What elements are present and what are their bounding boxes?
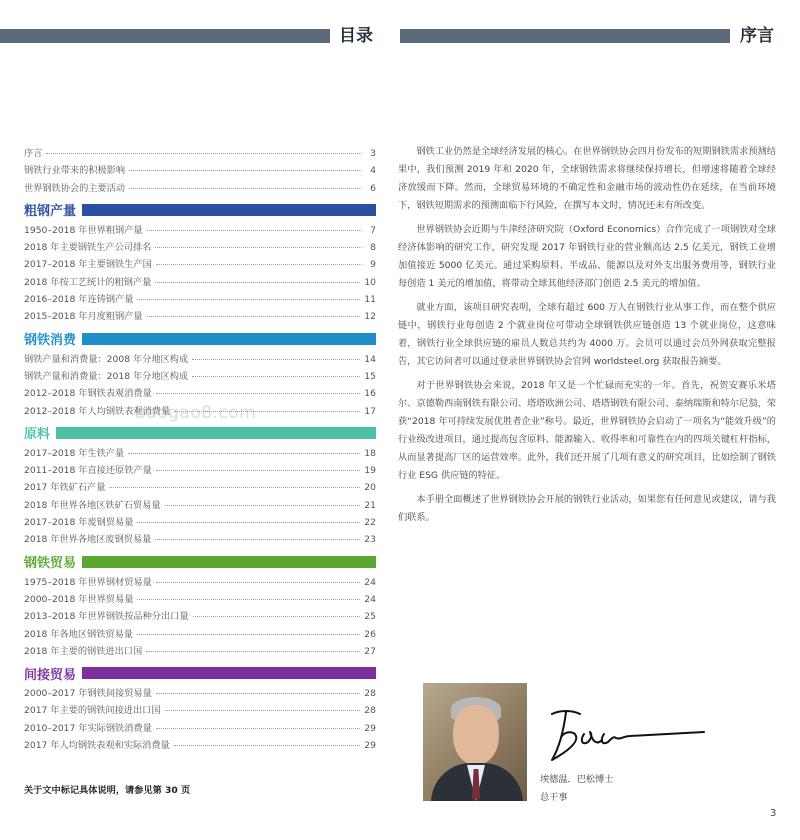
toc-section-header <box>24 663 376 683</box>
toc-entry-label: 2011–2018 年直接还原铁产量 <box>24 465 152 477</box>
toc-entry-page: 25 <box>364 611 376 623</box>
signatory-title: 总干事 <box>540 792 568 803</box>
toc-dot-leader <box>155 247 362 248</box>
toc-dot-leader <box>193 616 361 617</box>
toc-entry-label: 2000–2017 年钢铁间接贸易量 <box>24 688 152 700</box>
toc-entry[interactable] <box>24 308 376 325</box>
toc-dot-leader <box>137 299 360 300</box>
toc-entry-label: 2017 年主要的钢铁间接进出口国 <box>24 705 161 717</box>
toc-entry-page: 29 <box>364 722 376 734</box>
toc-dot-leader <box>155 539 360 540</box>
toc-entry-label: 2017 年铁矿石产量 <box>24 482 106 494</box>
toc-section-header <box>24 423 376 443</box>
table-of-contents <box>24 145 376 754</box>
toc-entry[interactable] <box>24 180 376 197</box>
toc-entry-page: 3 <box>370 148 376 159</box>
toc-entry-page: 17 <box>364 405 376 417</box>
toc-entry[interactable] <box>24 626 376 643</box>
watermark-text: baogao8.com <box>135 403 257 423</box>
toc-entry-page: 29 <box>364 740 376 752</box>
toc-entry[interactable] <box>24 591 376 608</box>
toc-dot-leader <box>155 282 360 283</box>
toc-entry-label: 2018 年世界各地区铁矿石贸易量 <box>24 499 161 511</box>
toc-entry[interactable] <box>24 351 376 368</box>
toc-entry-label: 2012–2018 年人均钢铁表观消费量 <box>24 405 171 417</box>
handwritten-signature <box>540 706 710 766</box>
toc-entry-label: 2018 年主要钢铁生产公司排名 <box>24 242 152 254</box>
toc-header-bar <box>0 29 330 43</box>
toc-entry-page: 22 <box>364 517 376 529</box>
page-number: 3 <box>770 808 777 819</box>
toc-entry-page: 4 <box>370 165 376 177</box>
toc-entry[interactable] <box>24 514 376 531</box>
toc-entry[interactable] <box>24 685 376 702</box>
toc-entry[interactable] <box>24 162 376 179</box>
toc-dot-leader <box>147 316 361 317</box>
toc-entry-page: 28 <box>364 705 376 717</box>
toc-entry-label: 钢铁产量和消费量：2008 年分地区构成 <box>24 353 189 365</box>
toc-section-title: 钢铁贸易 <box>24 556 77 572</box>
toc-entry-page: 15 <box>364 370 376 382</box>
toc-entry[interactable] <box>24 643 376 660</box>
toc-entry-label: 2017–2018 年生铁产量 <box>24 447 125 459</box>
toc-entry-page: 27 <box>364 645 376 657</box>
preface-paragraph: 世界钢铁协会近期与牛津经济研究院（Oxford Economics）合作完成了一项钢铁对全球经济体影响的研究工作，研究发现 2017 年钢铁行业的营业额高达 2.5 亿美元，钢铁工业增加值接近 5000 亿美元。通过采购原料、半成品、能源以及对外支出服务费用等，钢铁行业每创造 1 美元的增加值，将带动全球其他经济部门创造 2.5 美元的增加值。 <box>398 224 776 289</box>
toc-entry-label: 2018 年各地区钢铁贸易量 <box>24 628 133 640</box>
toc-entry-page: 24 <box>364 593 376 605</box>
toc-entry-label: 2017–2018 年废钢贸易量 <box>24 517 134 529</box>
toc-entry-page: 28 <box>364 688 376 700</box>
toc-entry-label: 世界钢铁协会的主要活动 <box>24 182 126 194</box>
toc-entry[interactable] <box>24 291 376 308</box>
toc-entry-label: 1950–2018 年世界粗钢产量 <box>24 224 143 236</box>
toc-section-header <box>24 329 376 349</box>
toc-entry-label: 2013–2018 年世界钢铁按品种分出口量 <box>24 611 189 623</box>
toc-dot-leader <box>137 634 360 635</box>
preface-paragraph: 本手册全面概述了世界钢铁协会开展的钢铁行业活动，如果您有任何意见或建议，请与我们联系。 <box>398 494 776 523</box>
toc-entry-page: 26 <box>364 628 376 640</box>
toc-entry[interactable] <box>24 368 376 385</box>
toc-section-header <box>24 552 376 572</box>
toc-dot-leader <box>146 651 360 652</box>
toc-entry-label: 2000–2018 年世界贸易量 <box>24 593 134 605</box>
toc-entry-label: 1975–2018 年世界钢材贸易量 <box>24 576 152 588</box>
toc-entry-label: 钢铁产量和消费量：2018 年分地区构成 <box>24 370 189 382</box>
toc-entry[interactable] <box>24 145 376 162</box>
toc-entry[interactable] <box>24 256 376 273</box>
toc-entry-page: 16 <box>364 388 376 400</box>
toc-section-color-bar <box>82 667 376 679</box>
toc-dot-leader <box>165 505 361 506</box>
toc-dot-leader <box>156 728 361 729</box>
toc-entry[interactable] <box>24 462 376 479</box>
toc-dot-leader <box>156 264 362 265</box>
toc-entry-page: 11 <box>364 294 376 306</box>
toc-entry[interactable] <box>24 385 376 402</box>
toc-title: 目录 <box>339 26 373 46</box>
toc-section-title: 钢铁消费 <box>24 333 77 349</box>
toc-section-color-bar <box>82 204 376 216</box>
toc-entry[interactable] <box>24 531 376 548</box>
toc-entry[interactable] <box>24 702 376 719</box>
toc-entry-page: 8 <box>370 242 376 254</box>
toc-entry-page: 24 <box>364 576 376 588</box>
toc-section-color-bar <box>56 427 376 439</box>
toc-entry[interactable] <box>24 274 376 291</box>
toc-section-color-bar <box>82 556 376 568</box>
signatory-name: 埃德温．巴松博士 <box>540 774 614 785</box>
toc-entry-label: 2017–2018 年主要钢铁生产国 <box>24 259 152 271</box>
toc-dot-leader <box>156 393 361 394</box>
toc-dot-leader <box>174 745 361 746</box>
toc-section-title: 间接贸易 <box>24 667 77 683</box>
toc-section-header <box>24 200 376 220</box>
toc-section-color-bar <box>82 333 376 345</box>
preface-body <box>398 143 776 533</box>
toc-entry-page: 18 <box>364 447 376 459</box>
toc-entry[interactable] <box>24 720 376 737</box>
toc-entry[interactable] <box>24 479 376 496</box>
toc-dot-leader <box>129 170 362 171</box>
toc-entry[interactable] <box>24 574 376 591</box>
toc-entry-label: 2017 年人均钢铁表观和实际消费量 <box>24 740 170 752</box>
toc-entry-page: 23 <box>364 534 376 546</box>
toc-entry-label: 2015–2018 年月度粗钢产量 <box>24 311 143 323</box>
toc-entry[interactable] <box>24 239 376 256</box>
toc-entry[interactable] <box>24 737 376 754</box>
toc-note: 关于文中标记具体说明，请参见第 30 页 <box>24 785 191 796</box>
preface-paragraph: 对于世界钢铁协会来说，2018 年又是一个忙碌而充实的一年。首先，祝贺安赛乐米塔尔、京德勒西南钢铁有限公司、塔塔欧洲公司、塔塔钢铁有限公司、泰纳瑞斯和特尔尼翁，荣获“2018 年可持续发展优胜者企业”称号。最近，世界钢铁协会启动了一项名为“能效升级”的行业级改进项目，通过提高包含原料、能源输入、收得率和可靠性在内的四项关键杠杆指标，从而显著提高厂区的运营效率。此外，我们还开展了几项有意义的研究项目，比如绘制了钢铁行业 ESG 供应链的特征。 <box>398 380 776 481</box>
toc-entry[interactable] <box>24 445 376 462</box>
toc-entry-page: 12 <box>364 311 376 323</box>
toc-entry-label: 2010–2017 年实际钢铁消费量 <box>24 722 152 734</box>
toc-dot-leader <box>147 230 362 231</box>
toc-entry-page: 6 <box>370 182 376 194</box>
toc-entry-page: 14 <box>364 353 376 365</box>
toc-dot-leader <box>156 470 361 471</box>
toc-section-title: 原料 <box>24 427 51 443</box>
toc-dot-leader <box>137 522 360 523</box>
preface-title: 序言 <box>740 26 774 46</box>
toc-entry-page: 10 <box>364 276 376 288</box>
toc-entry-page: 20 <box>364 482 376 494</box>
toc-entry-page: 19 <box>364 465 376 477</box>
toc-entry[interactable] <box>24 222 376 239</box>
toc-entry-label: 2018 年世界各地区废钢贸易量 <box>24 534 152 546</box>
toc-dot-leader <box>192 359 360 360</box>
toc-dot-leader <box>129 188 362 189</box>
toc-dot-leader <box>156 582 361 583</box>
toc-entry-page: 9 <box>370 259 376 271</box>
toc-section-title: 粗钢产量 <box>24 204 77 220</box>
toc-entry-label: 2018 年主要的钢铁进出口国 <box>24 645 143 657</box>
preface-header-bar <box>400 29 730 43</box>
toc-dot-leader <box>165 710 361 711</box>
toc-entry-page: 21 <box>364 499 376 511</box>
toc-entry-label: 2012–2018 年钢铁表观消费量 <box>24 388 152 400</box>
toc-entry-label: 钢铁行业带来的积极影响 <box>24 165 126 177</box>
preface-paragraph: 钢铁工业仍然是全球经济发展的核心。在世界钢铁协会四月份发布的短期钢铁需求预测结果中，我们预测 2019 年和 2020 年，全球钢铁需求将继续保持增长，但增速将随着全球经济放缓而下降。然而，全球贸易环境的不确定性和金融市场的波动性仍在延续，在当前环境下，钢铁短期需求的预测面临下行风险，在撰写本文时，情况还未有所改变。 <box>398 146 776 211</box>
toc-dot-leader <box>46 153 362 154</box>
toc-dot-leader <box>128 453 360 454</box>
toc-dot-leader <box>137 599 360 600</box>
toc-entry-label: 序言 <box>24 148 43 159</box>
director-portrait-photo <box>423 683 527 801</box>
toc-entry[interactable] <box>24 497 376 514</box>
toc-dot-leader <box>109 487 360 488</box>
toc-entry[interactable] <box>24 608 376 625</box>
toc-entry-label: 2018 年按工艺统计的粗钢产量 <box>24 276 152 288</box>
toc-entry-page: 7 <box>370 224 376 236</box>
toc-entry-label: 2016–2018 年连铸钢产量 <box>24 294 134 306</box>
toc-dot-leader <box>192 376 360 377</box>
preface-paragraph: 就业方面，该项目研究表明，全球有超过 600 万人在钢铁行业从事工作，而在整个供应链中，钢铁行业每创造 2 个就业岗位可带动全球钢铁供应链创造 13 个就业岗位，这意味着，钢铁行业全球供应链的雇员人数总共约为 4000 万。会员可以通过会员外网获取完整报告，其它访问者可以通过登录世界钢铁协会官网 worldsteel.org 获取报告摘要。 <box>398 302 776 367</box>
toc-dot-leader <box>156 693 361 694</box>
